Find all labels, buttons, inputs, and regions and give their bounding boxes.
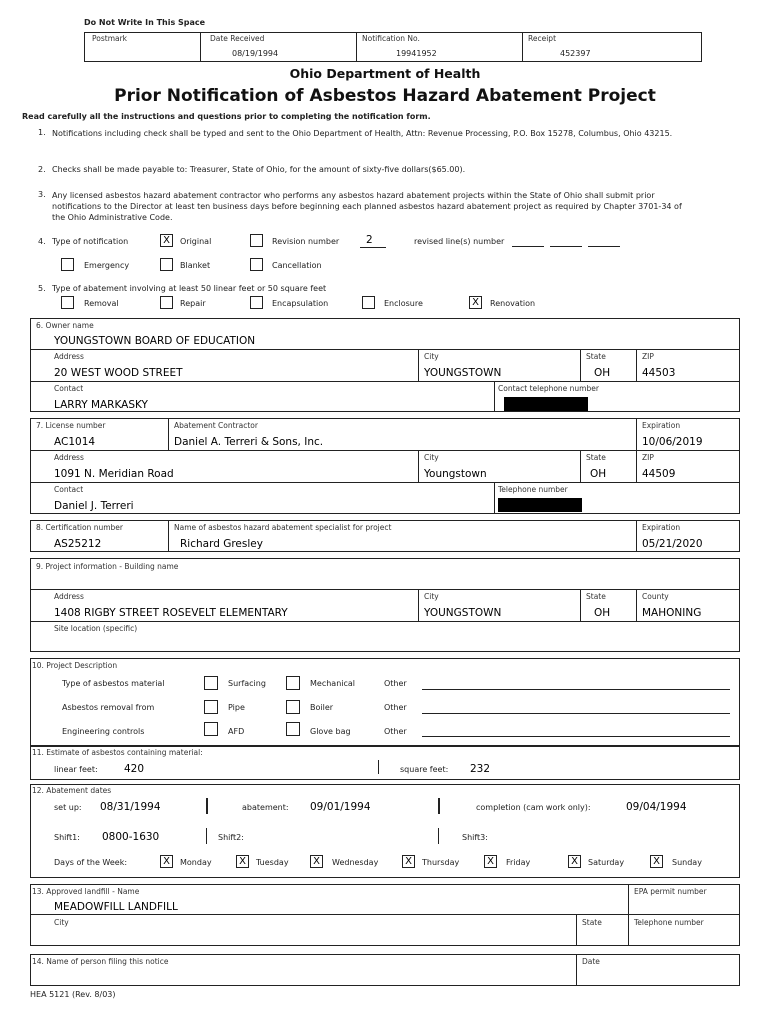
shift2-label: Shift2: xyxy=(218,833,244,842)
specialist-expiration-label: Expiration xyxy=(642,523,681,532)
enclosure-label: Enclosure xyxy=(384,299,423,308)
license-number-value[interactable]: AC1014 xyxy=(54,436,96,448)
abatement-date-label: abatement: xyxy=(242,803,289,812)
days-of-week-label: Days of the Week: xyxy=(54,858,128,867)
filer-date-label: Date xyxy=(582,957,600,966)
boiler-label: Boiler xyxy=(310,703,334,712)
project-city-value[interactable]: YOUNGSTOWN xyxy=(424,607,502,619)
pipe-checkbox[interactable] xyxy=(204,700,218,714)
removal-label: Removal xyxy=(84,299,119,308)
item1-number: 1. xyxy=(38,128,46,137)
shift3-label: Shift3: xyxy=(462,833,488,842)
cancellation-checkbox[interactable] xyxy=(250,258,263,271)
emergency-checkbox[interactable] xyxy=(61,258,74,271)
site-location-label: Site location (specific) xyxy=(54,624,138,633)
contractor-phone-label: Telephone number xyxy=(498,485,568,494)
surfacing-label: Surfacing xyxy=(228,679,266,688)
contractor-zip-label: ZIP xyxy=(642,453,654,462)
renovation-checkbox[interactable]: X xyxy=(469,296,482,309)
blanket-checkbox[interactable] xyxy=(160,258,173,271)
item2-number: 2. xyxy=(38,165,46,174)
wednesday-checkbox[interactable]: X xyxy=(310,855,323,868)
license-number-label: 7. License number xyxy=(36,421,106,430)
renovation-label: Renovation xyxy=(490,299,536,308)
setup-label: set up: xyxy=(54,803,82,812)
owner-contact-label: Contact xyxy=(54,384,84,393)
specialist-name-value[interactable]: Richard Gresley xyxy=(180,538,263,550)
completion-value[interactable]: 09/04/1994 xyxy=(626,801,687,813)
wednesday-label: Wednesday xyxy=(332,858,379,867)
revised-lines-label: revised line(s) number xyxy=(414,237,505,246)
contractor-state-value[interactable]: OH xyxy=(590,468,607,480)
tuesday-label: Tuesday xyxy=(256,858,289,867)
revision-number-value: 2 xyxy=(366,234,373,246)
contractor-expiration-value[interactable]: 10/06/2019 xyxy=(642,436,703,448)
owner-zip-value[interactable]: 44503 xyxy=(642,367,676,379)
owner-address-label: Address xyxy=(54,352,84,361)
abatement-contractor-label: Abatement Contractor xyxy=(174,421,258,430)
glove-bag-label: Glove bag xyxy=(310,727,351,736)
project-county-value[interactable]: MAHONING xyxy=(642,607,702,619)
certification-number-value[interactable]: AS25212 xyxy=(54,538,102,550)
owner-contact-value[interactable]: LARRY MARKASKY xyxy=(54,399,148,411)
revision-number-label: Revision number xyxy=(272,237,340,246)
pipe-label: Pipe xyxy=(228,703,245,712)
encapsulation-label: Encapsulation xyxy=(272,299,329,308)
form-title: Prior Notification of Asbestos Hazard Abatement Project xyxy=(114,86,656,106)
instruction-1: Notifications including check shall be typed and sent to the Ohio Department of Health, Attn: Revenue Processing, P.O. Box 15278, Columbus, Ohio 43215. xyxy=(52,129,673,138)
abatement-dates-label: 12. Abatement dates xyxy=(32,786,112,795)
building-name-label: 9. Project information - Building name xyxy=(36,562,179,571)
linear-feet-label: linear feet: xyxy=(54,765,98,774)
owner-name-value[interactable]: YOUNGSTOWN BOARD OF EDUCATION xyxy=(54,335,256,347)
receipt-label: Receipt xyxy=(528,34,557,43)
thursday-label: Thursday xyxy=(422,858,460,867)
material-other-field[interactable] xyxy=(422,689,730,690)
contractor-contact-label: Contact xyxy=(54,485,84,494)
redacted-contractor-phone xyxy=(498,498,582,512)
instruction-2: Checks shall be made payable to: Treasurer, State of Ohio, for the amount of sixty-five dollars($65.00). xyxy=(52,165,466,174)
dept-title: Ohio Department of Health xyxy=(289,66,481,81)
engineering-controls-label: Engineering controls xyxy=(62,727,145,736)
landfill-name-value[interactable]: MEADOWFILL LANDFILL xyxy=(54,901,178,913)
landfill-phone-label: Telephone number xyxy=(634,918,704,927)
project-address-label: Address xyxy=(54,592,84,601)
landfill-city-label: City xyxy=(54,918,69,927)
owner-phone-label: Contact telephone number xyxy=(498,384,599,393)
enclosure-checkbox[interactable] xyxy=(362,296,375,309)
redacted-owner-phone xyxy=(504,397,588,411)
monday-checkbox[interactable]: X xyxy=(160,855,173,868)
landfill-state-label: State xyxy=(582,918,602,927)
notification-no-label: Notification No. xyxy=(362,34,420,43)
owner-zip-label: ZIP xyxy=(642,352,654,361)
controls-other-field[interactable] xyxy=(422,736,730,737)
encapsulation-checkbox[interactable] xyxy=(250,296,263,309)
project-info-section xyxy=(30,558,740,652)
q5-number: 5. xyxy=(38,284,46,293)
tuesday-checkbox[interactable]: X xyxy=(236,855,249,868)
contractor-zip-value[interactable]: 44509 xyxy=(642,468,676,480)
q4-number: 4. xyxy=(38,237,46,246)
date-received-value: 08/19/1994 xyxy=(232,49,279,58)
linear-feet-value[interactable]: 420 xyxy=(124,763,145,775)
specialist-name-label: Name of asbestos hazard abatement specialist for project xyxy=(174,523,392,532)
contractor-address-value[interactable]: 1091 N. Meridian Road xyxy=(54,468,174,480)
owner-state-value[interactable]: OH xyxy=(594,367,611,379)
revision-checkbox[interactable] xyxy=(250,234,263,247)
saturday-checkbox[interactable]: X xyxy=(568,855,581,868)
owner-state-label: State xyxy=(586,352,606,361)
afd-checkbox[interactable] xyxy=(204,722,218,736)
specialist-expiration-value[interactable]: 05/21/2020 xyxy=(642,538,703,550)
square-feet-label: square feet: xyxy=(400,765,449,774)
notification-no-value: 19941952 xyxy=(396,49,437,58)
emergency-label: Emergency xyxy=(84,261,130,270)
project-state-value[interactable]: OH xyxy=(594,607,611,619)
saturday-label: Saturday xyxy=(588,858,625,867)
revised-line-field-2[interactable] xyxy=(550,246,582,247)
certification-number-label: 8. Certification number xyxy=(36,523,123,532)
monday-label: Monday xyxy=(180,858,212,867)
project-city-label: City xyxy=(424,592,439,601)
glove-bag-checkbox[interactable] xyxy=(286,722,300,736)
contractor-address-label: Address xyxy=(54,453,84,462)
contractor-contact-value[interactable]: Daniel J. Terreri xyxy=(54,500,134,512)
postmark-label: Postmark xyxy=(92,34,128,43)
filer-name-label: 14. Name of person filing this notice xyxy=(32,957,169,966)
sunday-label: Sunday xyxy=(672,858,702,867)
landfill-name-label: 13. Approved landfill - Name xyxy=(32,887,140,896)
owner-name-label: 6. Owner name xyxy=(36,321,94,330)
thursday-checkbox[interactable]: X xyxy=(402,855,415,868)
epa-permit-label: EPA permit number xyxy=(634,887,707,896)
surfacing-checkbox[interactable] xyxy=(204,676,218,690)
owner-city-label: City xyxy=(424,352,439,361)
shift1-value[interactable]: 0800-1630 xyxy=(102,831,160,843)
owner-city-value[interactable]: YOUNGSTOWN xyxy=(424,367,502,379)
do-not-write-label: Do Not Write In This Space xyxy=(84,18,206,27)
contractor-city-value[interactable]: Youngstown xyxy=(424,468,487,480)
abatement-type-label: Type of abatement involving at least 50 linear feet or 50 square feet xyxy=(52,284,327,293)
project-description-label: 10. Project Description xyxy=(32,661,118,670)
cancellation-label: Cancellation xyxy=(272,261,322,270)
revised-line-field-1[interactable] xyxy=(512,246,544,247)
revised-line-field-3[interactable] xyxy=(588,246,620,247)
friday-label: Friday xyxy=(506,858,531,867)
owner-section xyxy=(30,318,740,412)
contractor-city-label: City xyxy=(424,453,439,462)
blanket-label: Blanket xyxy=(180,261,211,270)
removal-other-label: Other xyxy=(384,703,407,712)
abatement-contractor-value[interactable]: Daniel A. Terreri & Sons, Inc. xyxy=(174,436,324,448)
removal-from-label: Asbestos removal from xyxy=(62,703,155,712)
estimate-label: 11. Estimate of asbestos containing material: xyxy=(32,748,203,757)
contractor-expiration-label: Expiration xyxy=(642,421,681,430)
receipt-value: 452397 xyxy=(560,49,591,58)
repair-label: Repair xyxy=(180,299,206,308)
friday-checkbox[interactable]: X xyxy=(484,855,497,868)
repair-checkbox[interactable] xyxy=(160,296,173,309)
sunday-checkbox[interactable]: X xyxy=(650,855,663,868)
original-checkbox[interactable]: X xyxy=(160,234,173,247)
setup-value[interactable]: 08/31/1994 xyxy=(100,801,161,813)
afd-label: AFD xyxy=(228,727,245,736)
completion-label: completion (cam work only): xyxy=(476,803,591,812)
read-carefully-note: Read carefully all the instructions and questions prior to completing the notification form. xyxy=(22,112,431,121)
controls-other-label: Other xyxy=(384,727,407,736)
abatement-date-value[interactable]: 09/01/1994 xyxy=(310,801,371,813)
project-address-value[interactable]: 1408 RIGBY STREET ROSEVELT ELEMENTARY xyxy=(54,607,288,619)
material-type-label: Type of asbestos material xyxy=(62,679,165,688)
removal-checkbox[interactable] xyxy=(61,296,74,309)
project-state-label: State xyxy=(586,592,606,601)
project-county-label: County xyxy=(642,592,669,601)
contractor-section xyxy=(30,418,740,514)
mechanical-checkbox[interactable] xyxy=(286,676,300,690)
original-label: Original xyxy=(180,237,212,246)
instruction-3: Any licensed asbestos hazard abatement contractor who performs any asbestos hazard abatement projects within the State of Ohio shall submit prior notifications to the Director at least ten business days before beginning each planned asbestos hazard abatement project as required by Chapter 3701-34 of the Ohio Administrative Code. xyxy=(52,191,682,222)
item3-number: 3. xyxy=(38,190,46,199)
boiler-checkbox[interactable] xyxy=(286,700,300,714)
removal-other-field[interactable] xyxy=(422,713,730,714)
date-received-label: Date Received xyxy=(210,34,265,43)
shift1-label: Shift1: xyxy=(54,833,80,842)
owner-address-value[interactable]: 20 WEST WOOD STREET xyxy=(54,367,183,379)
form-number: HEA 5121 (Rev. 8/03) xyxy=(30,990,116,999)
notification-type-label: Type of notification xyxy=(52,237,129,246)
contractor-state-label: State xyxy=(586,453,606,462)
mechanical-label: Mechanical xyxy=(310,679,356,688)
square-feet-value[interactable]: 232 xyxy=(470,763,491,775)
material-other-label: Other xyxy=(384,679,407,688)
